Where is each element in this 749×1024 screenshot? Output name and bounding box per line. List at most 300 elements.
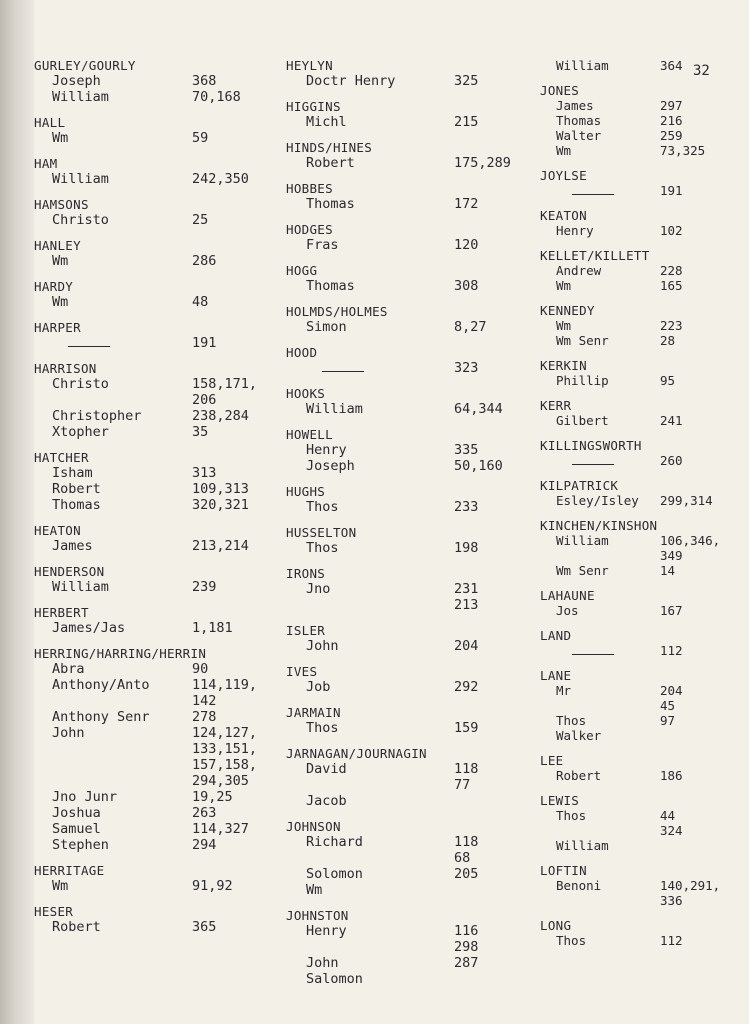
name-line [286,278,536,294]
given-name: Wm [556,143,572,158]
given-name: Doctr Henry [306,73,396,89]
given-name: William [556,838,609,853]
name-line [540,413,740,428]
page-references: 91,92 [192,878,233,894]
given-name: Anthony Senr [52,709,150,725]
page-references: 313 [192,465,217,481]
surname-heading: ISLER [286,623,326,638]
page-references: 116 298 [454,923,479,955]
page-references: 278 [192,709,217,725]
given-name: Joseph [306,458,355,474]
page-references: 48 [192,294,209,310]
given-name: Robert [52,481,101,497]
blank-name-line [572,646,614,655]
page-references: 70,168 [192,89,241,105]
name-line [34,620,292,636]
index-entry [34,58,292,105]
index-entry [34,450,292,513]
page-references: 320,321 [192,497,249,513]
page-references: 114,119, 142 [192,677,258,709]
index-entry [540,628,740,658]
given-name: Fras [306,237,339,253]
index-entry [286,908,536,987]
name-line [286,720,536,736]
surname-heading: KENNEDY [540,303,595,318]
name-line [286,761,536,793]
index-entry [286,58,536,89]
index-entry [34,197,292,228]
surname-heading: HINDS/HINES [286,140,373,155]
index-entry [34,320,292,351]
given-name: Simon [306,319,347,335]
given-name: John [306,638,339,654]
name-line [540,278,740,293]
page-references: 118 68 [454,834,479,866]
name-line [286,237,536,253]
page-references: 25 [192,212,209,228]
name-line [540,183,740,198]
blank-name-line [572,186,614,195]
given-name: Wm [306,882,323,898]
name-line [34,424,292,440]
name-line [286,540,536,556]
page-references: 228 [660,263,683,278]
given-name: Thos [306,720,339,736]
index-column-1 [34,58,292,945]
given-name [34,335,192,351]
page-gutter-shadow [0,0,34,1024]
surname-heading: HAMSONS [34,197,89,212]
index-entry [286,664,536,695]
surname-heading: KEATON [540,208,587,223]
surname-heading: HALL [34,115,66,130]
page-references: 186 [660,768,683,783]
page-references: 165 [660,278,683,293]
name-line [286,955,536,971]
page-references: 231 213 [454,581,479,613]
index-entry [540,168,740,198]
surname-heading: HOGG [286,263,318,278]
index-entry [286,566,536,613]
given-name: William [52,89,109,105]
name-line [540,113,740,128]
surname-heading: KILLINGSWORTH [540,438,642,453]
given-name: Gilbert [556,413,609,428]
page-references: 191 [660,183,683,198]
index-entry [540,478,740,508]
given-name: Henry [556,223,594,238]
index-entry [34,904,292,935]
index-entry [34,646,292,853]
surname-heading: HATCHER [34,450,89,465]
name-line [34,579,292,595]
name-line [286,401,536,417]
page-references: 112 [660,643,683,658]
name-line [540,128,740,143]
surname-heading: KILPATRICK [540,478,619,493]
given-name: James [556,98,594,113]
index-entry [286,484,536,515]
name-line [540,143,740,158]
index-entry [34,361,292,440]
given-name: Christo [52,376,109,392]
surname-heading: KERR [540,398,572,413]
name-line [540,263,740,278]
name-line [34,709,292,725]
page-references: 109,313 [192,481,249,497]
page-references: 286 [192,253,217,269]
name-line [34,376,292,408]
page-references: 325 [454,73,479,89]
index-entry [286,705,536,736]
name-line [34,837,292,853]
name-line [34,497,292,513]
index-entry [286,304,536,335]
name-line [286,882,536,898]
name-line [540,533,740,563]
index-entry [286,222,536,253]
surname-heading: HIGGINS [286,99,341,114]
given-name: Solomon [306,866,363,882]
page-references: 335 [454,442,479,458]
surname-heading: LAHAUNE [540,588,595,603]
given-name: Thos [556,713,587,728]
name-line [540,838,740,853]
index-entry [286,525,536,556]
index-entry [286,140,536,171]
name-line [540,223,740,238]
given-name: Benoni [556,878,602,893]
page-references: 102 [660,223,683,238]
name-line [34,725,292,789]
index-entry [286,345,536,376]
surname-heading: HAM [34,156,58,171]
given-name: Walter [556,128,602,143]
page-references: 106,346, 349 [660,533,721,563]
index-entry [540,518,740,578]
given-name: Robert [52,919,101,935]
page-references: 241 [660,413,683,428]
given-name: Jos [556,603,579,618]
given-name: Thomas [556,113,602,128]
page-references: 287 [454,955,479,971]
blank-name-line [68,338,110,347]
page-references: 114,327 [192,821,249,837]
name-line [34,171,292,187]
surname-heading: HARRISON [34,361,97,376]
surname-heading: LEE [540,753,564,768]
given-name: Wm [52,878,69,894]
given-name: Henry [306,923,347,939]
name-line [540,713,740,728]
page-references: 368 [192,73,217,89]
given-name [540,183,660,198]
name-line [286,114,536,130]
surname-heading: LONG [540,918,572,933]
index-entry [540,303,740,348]
name-line [286,581,536,613]
given-name: Thos [556,933,587,948]
page-references: 50,160 [454,458,503,474]
name-line [540,373,740,388]
name-line [286,971,536,987]
given-name: Wm [52,294,69,310]
given-name: Wm Senr [556,563,609,578]
name-line [286,638,536,654]
given-name [540,643,660,658]
page-references: 28 [660,333,676,348]
page-references: 365 [192,919,217,935]
page-references: 292 [454,679,479,695]
index-entry [34,115,292,146]
page-references: 140,291, 336 [660,878,721,908]
name-line [34,677,292,709]
name-line [540,58,740,73]
index-entry [540,58,740,73]
index-entry [34,279,292,310]
page-references: 198 [454,540,479,556]
index-entry [540,793,740,853]
given-name: Isham [52,465,93,481]
name-line [286,499,536,515]
index-entry [540,588,740,618]
name-line [286,923,536,955]
name-line [286,442,536,458]
name-line [286,834,536,866]
page-references: 191 [192,335,217,351]
surname-heading: JOHNSTON [286,908,349,923]
given-name: William [306,401,363,417]
index-entry [540,863,740,908]
given-name: Thomas [306,196,355,212]
index-entry [34,156,292,187]
index-entry [540,83,740,158]
page-references: 242,350 [192,171,249,187]
page-references: 239 [192,579,217,595]
page-references: 233 [454,499,479,515]
name-line [540,333,740,348]
page-references: 124,127, 133,151, 157,158, 294,305 [192,725,258,789]
page-references: 308 [454,278,479,294]
surname-heading: HOLMDS/HOLMES [286,304,388,319]
page-references: 167 [660,603,683,618]
given-name: Walker [556,728,602,743]
surname-heading: JONES [540,83,580,98]
page-references: 259 [660,128,683,143]
given-name: Robert [306,155,355,171]
page-references: 158,171, 206 [192,376,258,408]
page-references: 95 [660,373,676,388]
given-name: James/Jas [52,620,126,636]
index-entry [34,564,292,595]
index-entry [34,238,292,269]
given-name: Robert [556,768,602,783]
surname-heading: HARPER [34,320,81,335]
index-entry [540,248,740,293]
page-references: 97 [660,713,676,728]
surname-heading: HERRING/HARRING/HERRIN [34,646,207,661]
page-references: 14 [660,563,676,578]
surname-heading: HOOKS [286,386,326,401]
surname-heading: HUSSELTON [286,525,357,540]
given-name: Andrew [556,263,602,278]
surname-heading: HOOD [286,345,318,360]
name-line [540,878,740,908]
index-entry [540,918,740,948]
given-name: Esley/Isley [556,493,639,508]
page-references: 364 [660,58,683,73]
page-references: 299,314 [660,493,713,508]
given-name: James [52,538,93,554]
name-line [34,73,292,89]
surname-heading: HOBBES [286,181,333,196]
surname-heading: IRONS [286,566,326,581]
surname-heading: HOWELL [286,427,333,442]
given-name: Phillip [556,373,609,388]
name-line [34,821,292,837]
page-references: 159 [454,720,479,736]
page-references: 238,284 [192,408,249,424]
surname-heading: HARDY [34,279,74,294]
name-line [34,253,292,269]
surname-heading: HESER [34,904,74,919]
index-entry [286,99,536,130]
given-name: Stephen [52,837,109,853]
index-entry [286,263,536,294]
page-references: 172 [454,196,479,212]
name-line [286,319,536,335]
page-references: 35 [192,424,209,440]
page-references: 175,289 [454,155,511,171]
page-references: 1,181 [192,620,233,636]
given-name: Jno Junr [52,789,118,805]
given-name: Thomas [306,278,355,294]
index-column-2 [286,58,536,997]
index-entry [286,746,536,809]
page-references: 205 [454,866,479,882]
page-number: 32 [693,63,710,79]
name-line [34,789,292,805]
surname-heading: KELLET/KILLETT [540,248,650,263]
page-references: 297 [660,98,683,113]
page-references: 8,27 [454,319,487,335]
given-name: William [556,58,609,73]
name-line [540,318,740,333]
surname-heading: HODGES [286,222,333,237]
surname-heading: KINCHEN/KINSHON [540,518,658,533]
name-line [540,453,740,468]
page-references: 323 [454,360,479,376]
page-references: 294 [192,837,217,853]
given-name: Christopher [52,408,142,424]
page-references: 216 [660,113,683,128]
given-name: William [52,171,109,187]
given-name: Thos [306,499,339,515]
given-name [286,360,454,376]
given-name: Henry [306,442,347,458]
page-references: 120 [454,237,479,253]
index-entry [34,863,292,894]
name-line [34,878,292,894]
page-references: 263 [192,805,217,821]
given-name [540,453,660,468]
given-name: Michl [306,114,347,130]
page-references: 260 [660,453,683,468]
name-line [286,793,536,809]
blank-name-line [322,363,364,372]
name-line [34,465,292,481]
name-line [540,643,740,658]
surname-heading: HANLEY [34,238,81,253]
name-line [286,73,536,89]
index-entry [34,605,292,636]
given-name: Abra [52,661,85,677]
surname-heading: HUGHS [286,484,326,499]
surname-heading: KERKIN [540,358,587,373]
name-line [34,212,292,228]
given-name: Richard [306,834,363,850]
name-line [286,866,536,882]
given-name: Thomas [52,497,101,513]
surname-heading: HEATON [34,523,81,538]
surname-heading: JARMAIN [286,705,341,720]
surname-heading: LEWIS [540,793,580,808]
page-references: 215 [454,114,479,130]
given-name: Thos [306,540,339,556]
name-line [286,679,536,695]
index-entry [286,427,536,474]
page-references: 19,25 [192,789,233,805]
name-line [286,196,536,212]
name-line [540,563,740,578]
index-entry [286,386,536,417]
index-entry [286,819,536,898]
surname-heading: HENDERSON [34,564,105,579]
index-entry [540,753,740,783]
given-name: Wm Senr [556,333,609,348]
given-name: John [306,955,339,971]
given-name: William [52,579,109,595]
name-line [34,408,292,424]
surname-heading: HERBERT [34,605,89,620]
name-line [34,661,292,677]
given-name: John [52,725,85,741]
given-name: Jacob [306,793,347,809]
page-references: 118 77 [454,761,479,793]
page-references: 213,214 [192,538,249,554]
given-name: Mr [556,683,572,698]
index-entry [540,208,740,238]
index-entry [540,398,740,428]
given-name: Samuel [52,821,101,837]
given-name: Wm [556,278,572,293]
name-line [540,493,740,508]
name-line [34,294,292,310]
name-line [34,335,292,351]
index-entry [540,358,740,388]
page-references: 223 [660,318,683,333]
name-line [286,155,536,171]
surname-heading: GURLEY/GOURLY [34,58,136,73]
given-name: Xtopher [52,424,109,440]
surname-heading: JARNAGAN/JOURNAGIN [286,746,427,761]
name-line [34,805,292,821]
name-line [34,130,292,146]
name-line [34,538,292,554]
surname-heading: HERRITAGE [34,863,105,878]
given-name: Wm [556,318,572,333]
given-name: Job [306,679,331,695]
